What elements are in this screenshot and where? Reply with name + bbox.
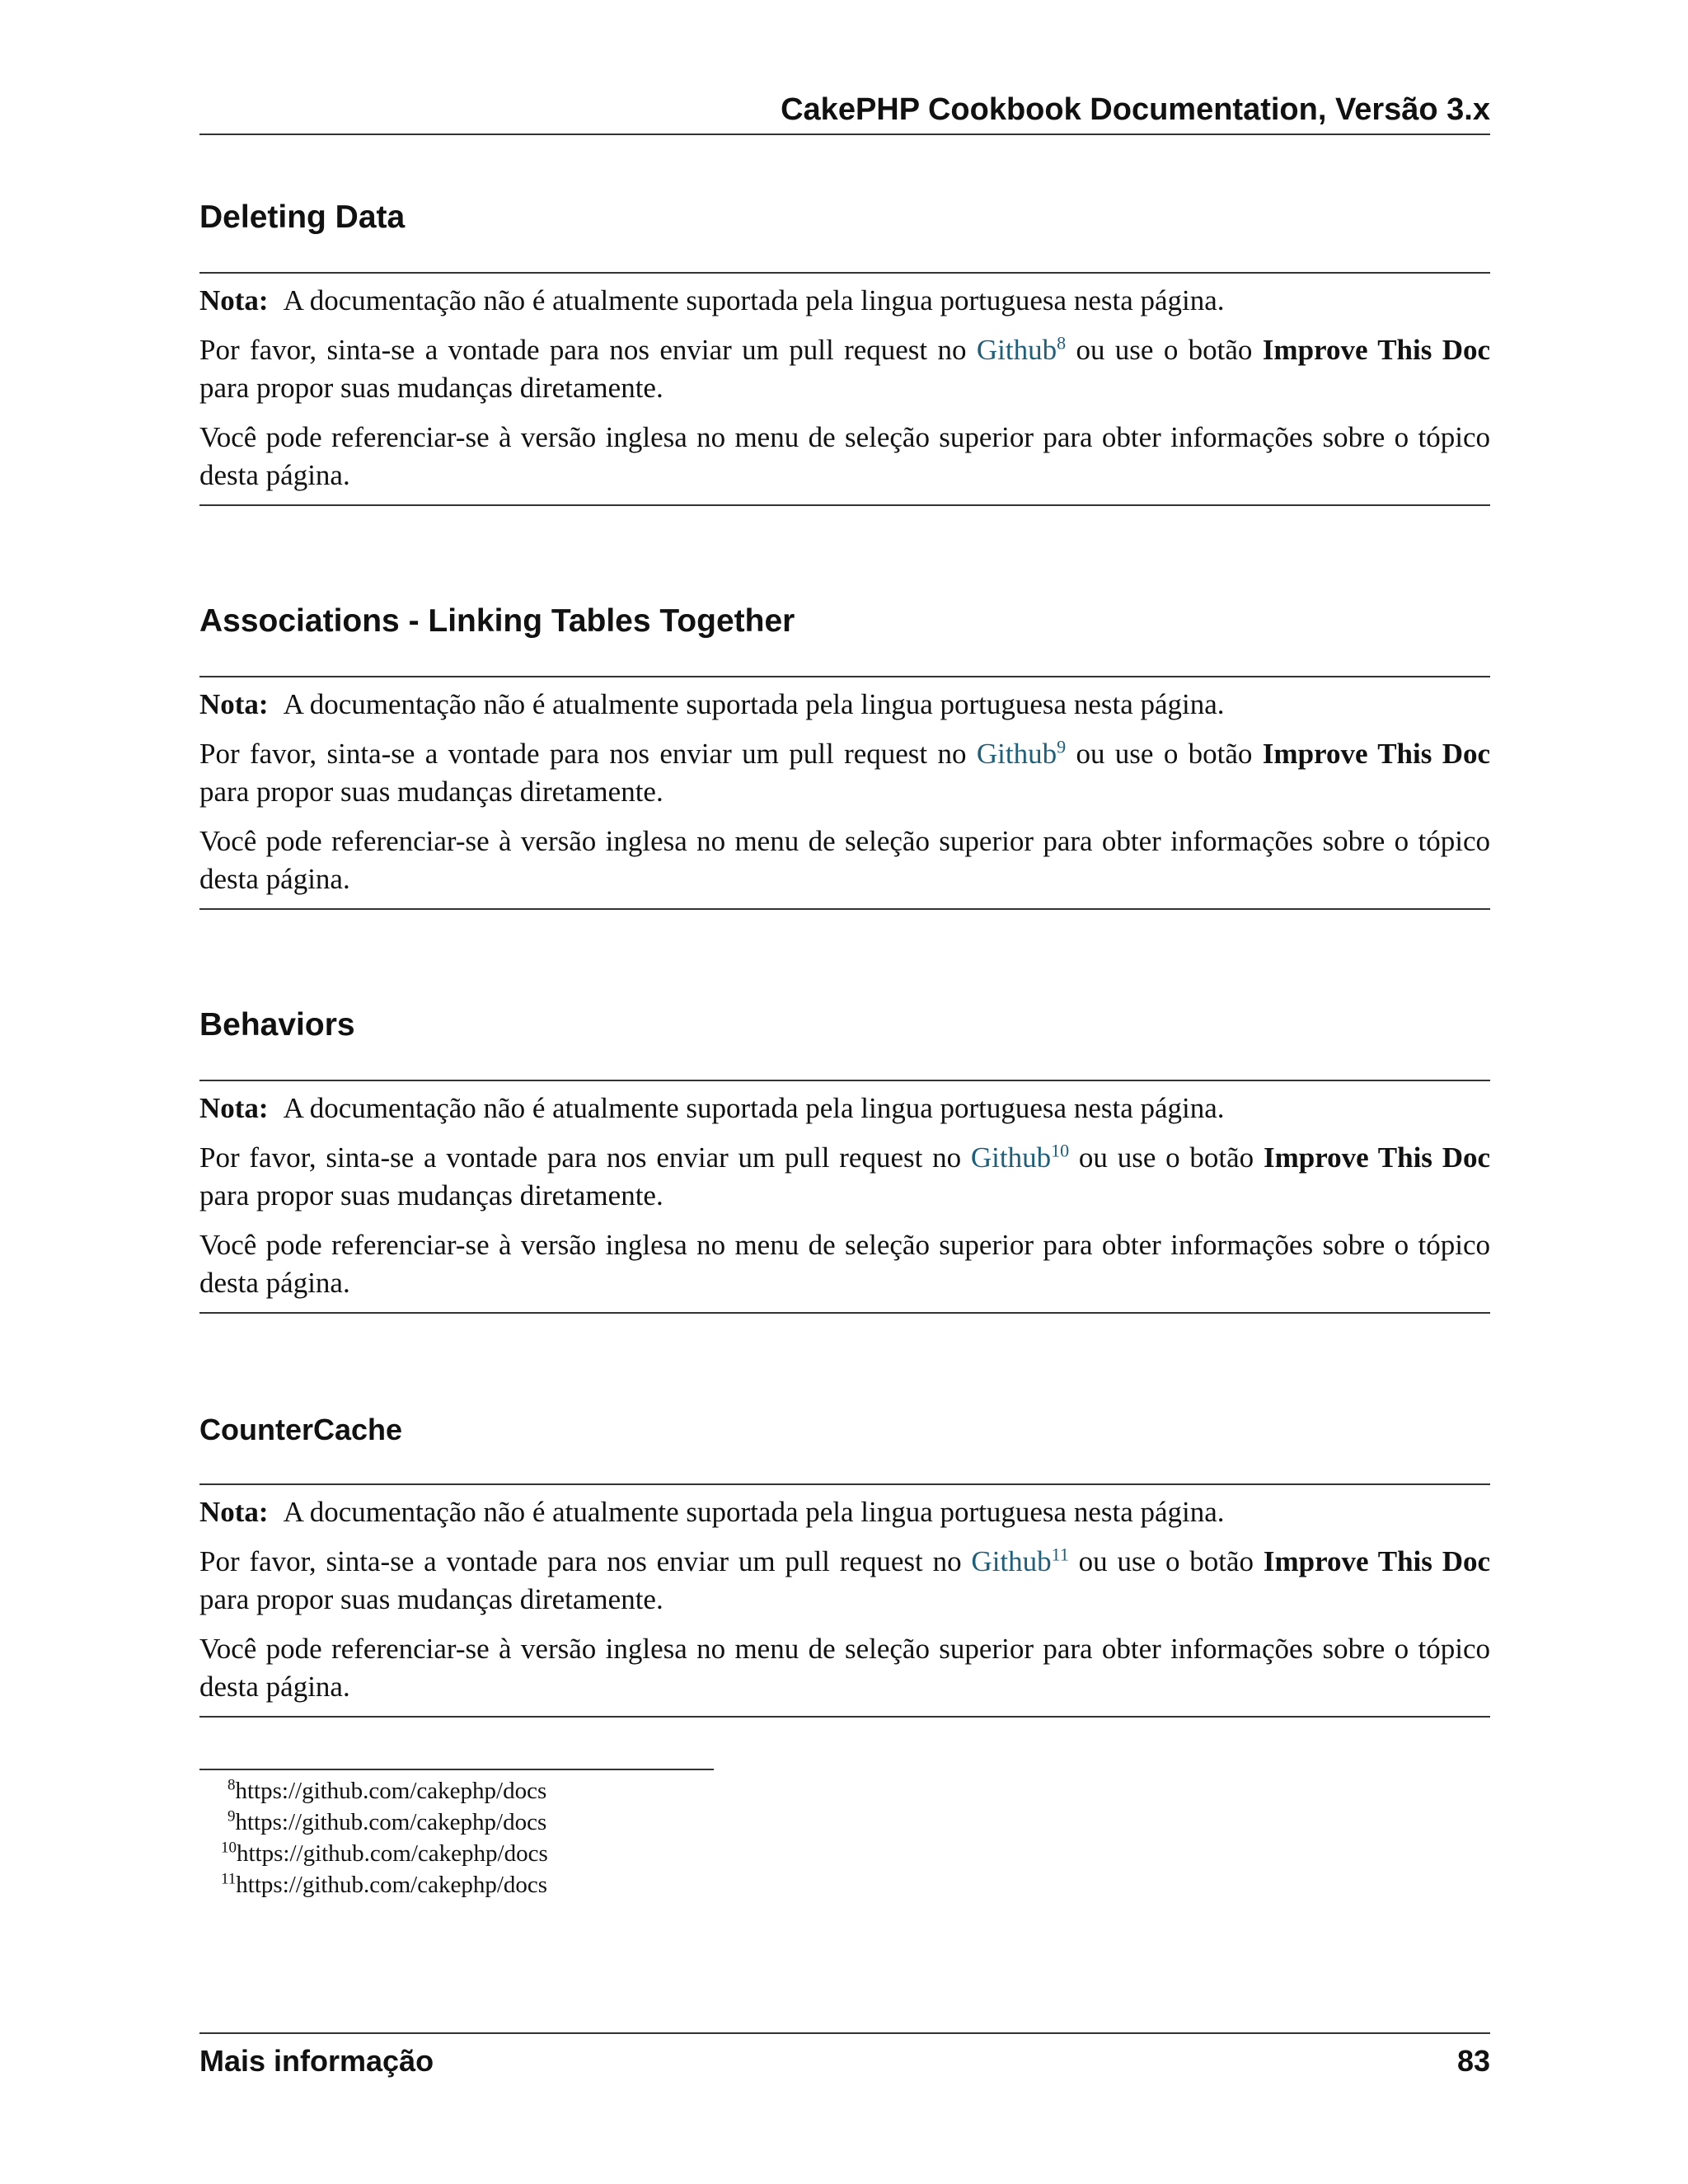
github-link[interactable]: Github$^8$ bbox=[976, 332, 1067, 366]
github-link[interactable]: Github$^{10}$ bbox=[970, 1140, 1070, 1174]
footnote-item: $^9$https://github.com/cakephp/docs bbox=[227, 1807, 547, 1835]
footnote-ref: 8 bbox=[1057, 332, 1067, 354]
section-heading: CounterCache bbox=[199, 1413, 403, 1446]
note-line-3: Você pode referenciar-se à versão inglesa no menu de seleção superior para obter informações sobre o tópico desta página. bbox=[199, 1633, 1490, 1703]
improve-doc-label: Improve This Doc bbox=[1262, 334, 1491, 366]
running-footer bbox=[199, 2032, 1490, 2080]
footnote-url[interactable]: https://github.com/cakephp/docs bbox=[236, 1872, 548, 1898]
note-box bbox=[199, 1483, 1490, 1718]
section-heading: Deleting Data bbox=[199, 199, 406, 235]
section-deleting-data bbox=[199, 198, 1490, 506]
section-associations bbox=[199, 602, 1490, 910]
note-label: Nota: bbox=[199, 284, 269, 316]
footer-section-name: Mais informação bbox=[199, 2044, 434, 2078]
improve-doc-label: Improve This Doc bbox=[1263, 1141, 1491, 1174]
note-box bbox=[199, 272, 1490, 506]
document-page bbox=[199, 0, 1490, 2184]
note-line-3: Você pode referenciar-se à versão inglesa no menu de seleção superior para obter informações sobre o tópico desta página. bbox=[199, 1229, 1490, 1299]
improve-doc-label: Improve This Doc bbox=[1262, 738, 1491, 770]
footnote-ref: 9 bbox=[1057, 736, 1067, 757]
note-line-2: Por favor, sinta-se a vontade para nos enviar um pull request no Github$^8$ ou use o botão Improve This Doc para propor suas mudanças diretamente. bbox=[199, 332, 1491, 404]
footnote-item: $^{11}$https://github.com/cakephp/docs bbox=[221, 1870, 548, 1898]
note-line-1: Nota: A documentação não é atualmente suportada pela lingua portuguesa nesta página. bbox=[199, 1092, 1225, 1124]
section-behaviors bbox=[199, 1005, 1490, 1314]
github-link[interactable]: Github$^9$ bbox=[976, 736, 1067, 770]
note-label: Nota: bbox=[199, 1092, 269, 1124]
note-label: Nota: bbox=[199, 688, 269, 720]
footnote-url[interactable]: https://github.com/cakephp/docs bbox=[235, 1778, 547, 1804]
section-heading: Associations - Linking Tables Together bbox=[199, 603, 795, 639]
note-line-2: Por favor, sinta-se a vontade para nos enviar um pull request no Github$^{10}$ ou use o botão Improve This Doc para propor suas mudanças diretamente. bbox=[199, 1140, 1491, 1212]
section-heading: Behaviors bbox=[199, 1007, 355, 1043]
footnote-url[interactable]: https://github.com/cakephp/docs bbox=[235, 1809, 547, 1835]
note-line-1: Nota: A documentação não é atualmente suportada pela lingua portuguesa nesta página. bbox=[199, 688, 1225, 720]
section-countercache bbox=[199, 1411, 1490, 1718]
note-line-3: Você pode referenciar-se à versão inglesa no menu de seleção superior para obter informações sobre o tópico desta página. bbox=[199, 825, 1490, 895]
footnote-url[interactable]: https://github.com/cakephp/docs bbox=[237, 1840, 548, 1867]
note-line-1: Nota: A documentação não é atualmente suportada pela lingua portuguesa nesta página. bbox=[199, 1496, 1225, 1528]
footnote-item: $^{10}$https://github.com/cakephp/docs bbox=[221, 1839, 548, 1867]
page-number: 83 bbox=[1456, 2044, 1490, 2078]
running-header: CakePHP Cookbook Documentation, Versão 3.x bbox=[199, 91, 1490, 135]
improve-doc-label: Improve This Doc bbox=[1263, 1545, 1491, 1577]
note-label: Nota: bbox=[199, 1496, 269, 1528]
note-box bbox=[199, 676, 1490, 910]
footnote-ref: 11 bbox=[1051, 1544, 1069, 1565]
footnotes bbox=[199, 1769, 714, 1900]
footnote-item: $^8$https://github.com/cakephp/docs bbox=[227, 1776, 547, 1804]
note-line-1: Nota: A documentação não é atualmente suportada pela lingua portuguesa nesta página. bbox=[199, 284, 1225, 316]
footnote-ref: 10 bbox=[1051, 1140, 1070, 1161]
note-line-3: Você pode referenciar-se à versão inglesa no menu de seleção superior para obter informações sobre o tópico desta página. bbox=[199, 421, 1490, 491]
github-link[interactable]: Github$^{11}$ bbox=[971, 1544, 1069, 1577]
note-line-2: Por favor, sinta-se a vontade para nos enviar um pull request no Github$^9$ ou use o botão Improve This Doc para propor suas mudanças diretamente. bbox=[199, 736, 1491, 808]
note-line-2: Por favor, sinta-se a vontade para nos enviar um pull request no Github$^{11}$ ou use o botão Improve This Doc para propor suas mudanças diretamente. bbox=[199, 1544, 1491, 1615]
note-box bbox=[199, 1080, 1490, 1314]
